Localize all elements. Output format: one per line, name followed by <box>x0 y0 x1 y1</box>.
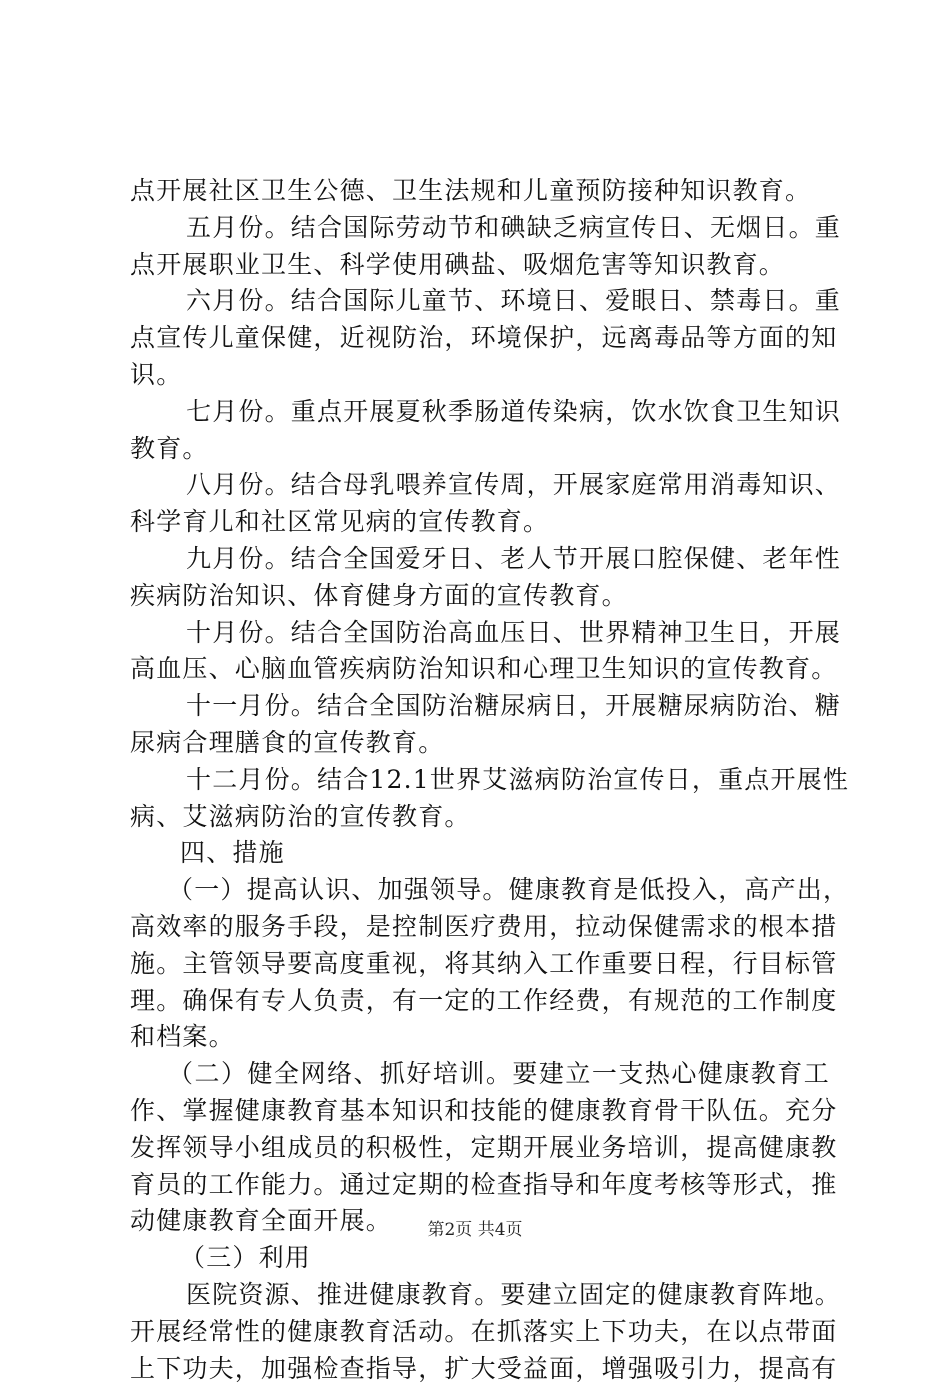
text-line: 识。 <box>130 357 830 394</box>
text-line: 五月份。结合国际劳动节和碘缺乏病宣传日、无烟日。重 <box>130 210 830 247</box>
text-line: 育员的工作能力。通过定期的检查指导和年度考核等形式，推 <box>130 1167 830 1204</box>
text-line: 十一月份。结合全国防治糖尿病日，开展糖尿病防治、糖 <box>130 688 830 725</box>
text-line: 点开展职业卫生、科学使用碘盐、吸烟危害等知识教育。 <box>130 247 830 284</box>
text-line: 高效率的服务手段，是控制医疗费用，拉动保健需求的根本措 <box>130 909 830 946</box>
text-line: 理。确保有专人负责，有一定的工作经费，有规范的工作制度 <box>130 983 830 1020</box>
text-line: 点宣传儿童保健，近视防治，环境保护，远离毒品等方面的知 <box>130 320 830 357</box>
text-line: 动健康教育全面开展。 <box>130 1203 830 1240</box>
page-number-footer: 第2页 共4页 <box>0 1215 950 1240</box>
text-line: 发挥领导小组成员的积极性，定期开展业务培训，提高健康教 <box>130 1130 830 1167</box>
text-line: 七月份。重点开展夏秋季肠道传染病，饮水饮食卫生知识 <box>130 394 830 431</box>
text-line: 六月份。结合国际儿童节、环境日、爱眼日、禁毒日。重 <box>130 283 830 320</box>
text-line: 教育。 <box>130 431 830 468</box>
text-line: 和档案。 <box>130 1019 830 1056</box>
text-line: 医院资源、推进健康教育。要建立固定的健康教育阵地。 <box>130 1277 830 1314</box>
text-line: （二）健全网络、抓好培训。要建立一支热心健康教育工 <box>130 1056 830 1093</box>
text-line: 开展经常性的健康教育活动。在抓落实上下功夫，在以点带面 <box>130 1314 830 1351</box>
text-line: 十月份。结合全国防治高血压日、世界精神卫生日，开展 <box>130 615 830 652</box>
text-line: 科学育儿和社区常见病的宣传教育。 <box>130 504 830 541</box>
subsection-heading: （三）利用 <box>130 1240 830 1277</box>
text-line: 作、掌握健康教育基本知识和技能的健康教育骨干队伍。充分 <box>130 1093 830 1130</box>
text-line: 点开展社区卫生公德、卫生法规和儿童预防接种知识教育。 <box>130 173 830 210</box>
text-line: 尿病合理膳食的宣传教育。 <box>130 725 830 762</box>
text-line: 八月份。结合母乳喂养宣传周，开展家庭常用消毒知识、 <box>130 467 830 504</box>
text-line: 高血压、心脑血管疾病防治知识和心理卫生知识的宣传教育。 <box>130 651 830 688</box>
text-line: 上下功夫，加强检查指导，扩大受益面，增强吸引力，提高有 <box>130 1351 830 1387</box>
text-line: 十二月份。结合12.1世界艾滋病防治宣传日，重点开展性 <box>130 762 830 799</box>
text-line: 九月份。结合全国爱牙日、老人节开展口腔保健、老年性 <box>130 541 830 578</box>
text-line: 施。主管领导要高度重视，将其纳入工作重要日程，行目标管 <box>130 946 830 983</box>
section-heading: 四、措施 <box>130 835 830 872</box>
text-line: 病、艾滋病防治的宣传教育。 <box>130 799 830 836</box>
text-line: （一）提高认识、加强领导。健康教育是低投入，高产出， <box>130 872 830 909</box>
document-body <box>130 173 830 1387</box>
text-line: 疾病防治知识、体育健身方面的宣传教育。 <box>130 578 830 615</box>
